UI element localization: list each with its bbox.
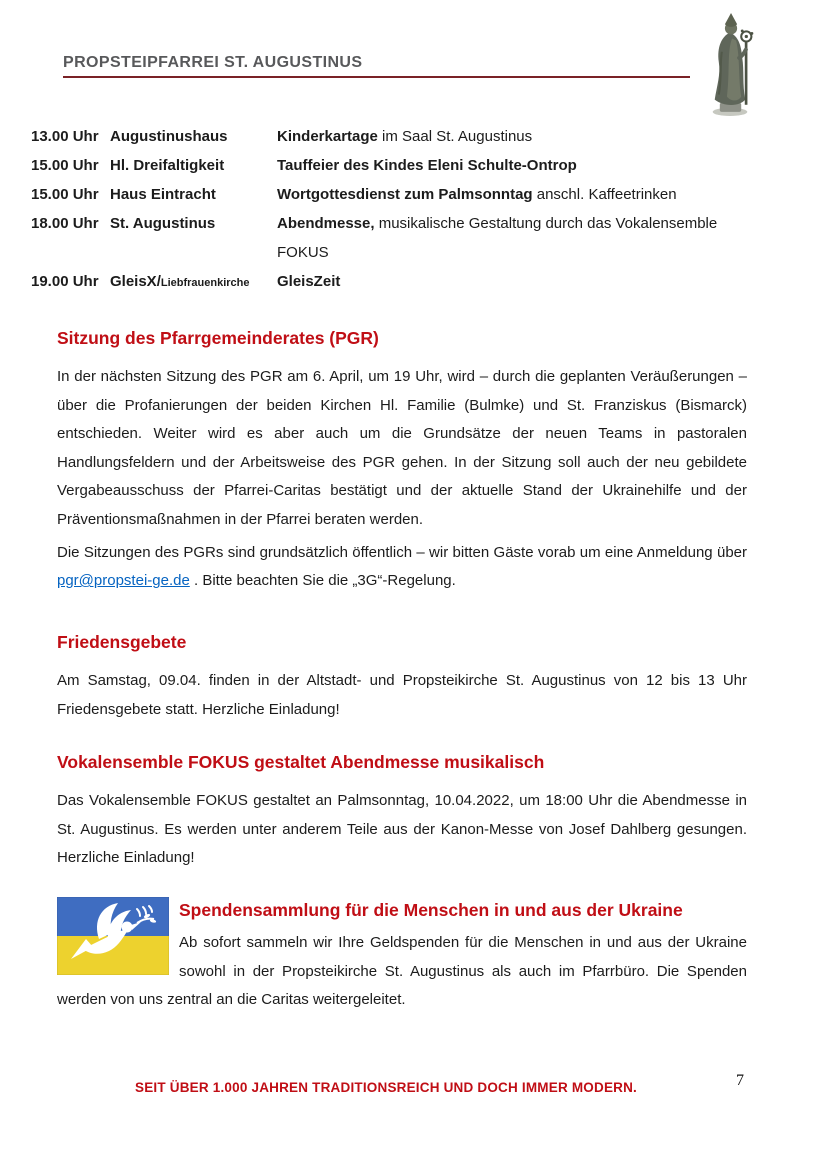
page-title: PROPSTEIPFARREI ST. AUGUSTINUS	[63, 54, 363, 71]
schedule-location	[110, 151, 277, 180]
schedule-description-bold: Wortgottesdienst zum Palmsonntag	[277, 186, 533, 203]
schedule-description-rest: im Saal St. Augustinus	[377, 128, 533, 145]
paragraph-text-before-link: Die Sitzungen des PGRs sind grundsätzlich öffentlich – wir bitten Gäste vorab um eine Anmeldung über	[57, 543, 747, 561]
schedule-time: 15.00 Uhr	[31, 157, 99, 174]
schedule-location-smalltext: Liebfrauenkirche	[160, 277, 250, 289]
section-paragraph: Ab sofort sammeln wir Ihre Geldspenden für die Menschen in und aus der Ukraine sowohl in der Propsteikirche St. Augustinus als auch im Pfarrbüro. Die Spenden werden von uns zentral an die Caritas weitergeleitet.	[57, 934, 747, 1009]
ukraine-peace-dove-flag-icon	[57, 897, 169, 975]
section-spendensammlung-ukraine	[57, 895, 747, 1015]
schedule-location-text: Augustinushaus	[110, 128, 228, 145]
section-paragraph: In der nächsten Sitzung des PGR am 6. April, um 19 Uhr, wird – durch die geplanten Veräußerungen – über die Profanierungen der beiden Kirchen Hl. Familie (Bulmke) und St. Franziskus (Bismarck) entschieden. Weiter wird es aber auch um die Grundsätze der neuen Teams in pastoralen Handlungsfeldern und der Arbeitsweise des PGR gehen. In der Sitzung soll auch der neu gebildete Vergabeausschuss der Pfarrei-Caritas bestätigt und der aktuelle Stand der Ukrainehilfe und der Präventionsmaßnahmen in der Pfarrei beraten werden.	[57, 368, 747, 528]
schedule-location-text: Haus Eintracht	[110, 186, 216, 203]
section-friedensgebete	[57, 629, 747, 724]
schedule-location	[110, 267, 277, 298]
section-vokalensemble-fokus	[57, 749, 747, 873]
schedule-row	[31, 180, 773, 209]
paragraph-text-after-link: . Bitte beachten Sie die „3G“-Regelung.	[189, 572, 456, 590]
section-heading: Spendensammlung für die Menschen in und aus der Ukraine	[179, 900, 683, 920]
schedule-time: 15.00 Uhr	[31, 186, 99, 203]
section-heading: Sitzung des Pfarrgemeinderates (PGR)	[57, 328, 379, 348]
page-number: 7	[736, 1072, 744, 1089]
schedule-description-bold: Kinderkartage	[277, 128, 378, 145]
schedule-location	[110, 180, 277, 209]
section-paragraph: Das Vokalensemble FOKUS gestaltet an Palmsonntag, 10.04.2022, um 18:00 Uhr die Abendmesse in St. Augustinus. Es werden unter anderem Teile aus der Kanon-Messe von Josef Dahlberg gesungen. Herzliche Einladung!	[57, 792, 747, 867]
schedule-row	[31, 151, 773, 180]
schedule-description-bold: GleisZeit	[277, 273, 341, 290]
schedule-location-text: Hl. Dreifaltigkeit	[110, 157, 225, 174]
header-rule	[63, 76, 690, 78]
section-heading: Friedensgebete	[57, 632, 187, 652]
section-pgr-sitzung	[57, 325, 747, 596]
schedule-location-text: GleisX/	[110, 273, 161, 290]
schedule-location	[110, 209, 277, 267]
schedule-row	[31, 267, 773, 298]
schedule-description-bold: Tauffeier des Kindes Eleni Schulte-Ontrop	[277, 157, 577, 174]
bishop-statue-icon	[697, 11, 763, 117]
schedule-description	[277, 122, 773, 151]
schedule-description-rest: musikalische Gestaltung durch das Vokalensemble	[374, 215, 718, 232]
schedule-location-text: St. Augustinus	[110, 215, 216, 232]
footer-motto: SEIT ÜBER 1.000 JAHREN TRADITIONSREICH UND DOCH IMMER MODERN.	[135, 1080, 637, 1095]
schedule-description-bold: Abendmesse,	[277, 215, 375, 232]
pgr-email-link[interactable]: pgr@propstei-ge.de	[57, 572, 190, 590]
schedule-location	[110, 122, 277, 151]
section-paragraph: Am Samstag, 09.04. finden in der Altstadt- und Propsteikirche St. Augustinus von 12 bis 13 Uhr Friedensgebete statt. Herzliche Einladung!	[57, 672, 747, 718]
section-paragraph	[57, 539, 747, 596]
schedule-description	[277, 267, 773, 298]
schedule-description	[277, 151, 773, 180]
schedule-row	[31, 122, 773, 151]
schedule-row	[31, 209, 773, 267]
schedule-time: 13.00 Uhr	[31, 128, 99, 145]
schedule-time: 18.00 Uhr	[31, 215, 99, 232]
schedule-description	[277, 209, 773, 267]
schedule-description	[277, 180, 773, 209]
schedule-description-line2: FOKUS	[277, 244, 329, 261]
schedule-description-rest: anschl. Kaffeetrinken	[532, 186, 677, 203]
schedule-time: 19.00 Uhr	[31, 273, 99, 290]
section-heading: Vokalensemble FOKUS gestaltet Abendmesse musikalisch	[57, 752, 545, 772]
event-schedule	[31, 122, 773, 298]
